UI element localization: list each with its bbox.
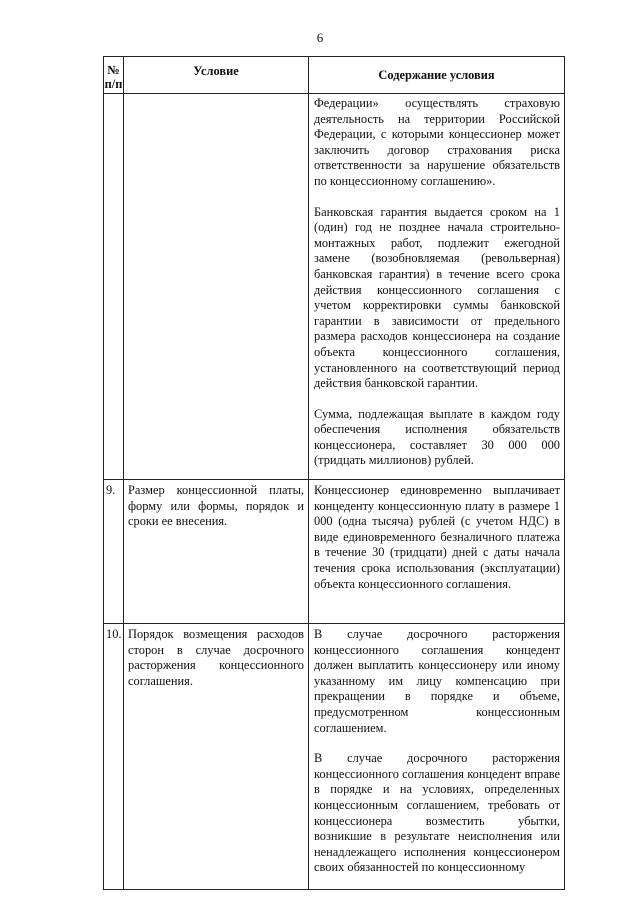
content-paragraph: В случае досрочного расторжения концессионного соглашения концедент должен выплатить концессионеру или иному указанному им лицу компенсацию при прекращении в порядке и объеме, предусмотренном концессионным соглашением. [314,627,560,735]
content-paragraph: В случае досрочного расторжения концессионного соглашения концедент вправе в порядке и на условиях, определенных концессионным соглашением, требовать от концессионера возместить убытки, возникшие в результате неисполнения или ненадлежащего исполнения концессионером своих обязанностей по концессионному [314,751,560,875]
row-number [104,94,124,480]
content-paragraph: Сумма, подлежащая выплате в каждом году обеспечения исполнения обязательств концессионера, составляет 30 000 000 (тридцать миллионов) рублей. [314,406,560,468]
page-number: 6 [316,30,324,45]
row-content [309,480,565,624]
column-header-condition: Условие [124,57,309,94]
row-content [309,624,565,890]
content-paragraph: Концессионер единовременно выплачивает концеденту концессионную плату в размере 1 000 (одна тысяча) рублей (с учетом НДС) в виде единовременного безналичного платежа в течение 30 (тридцати) дней с даты начала течения срока использования (эксплуатации) объекта концессионного соглашения. [314,483,560,591]
conditions-table [103,56,565,890]
row-number: 10. [104,624,124,890]
column-header-number: № п/п [104,57,124,94]
row-condition: Размер концессионной платы, форму или формы, порядок и сроки ее внесения. [124,480,309,624]
table-row [104,624,565,890]
row-condition: Порядок возмещения расходов сторон в случае досрочного расторжения концессионного соглашения. [124,624,309,890]
table-header-row [104,57,565,94]
table-row [104,94,565,480]
row-number: 9. [104,480,124,624]
column-header-content: Содержание условия [309,57,565,94]
table-row [104,480,565,624]
row-condition [124,94,309,480]
content-paragraph: Банковская гарантия выдается сроком на 1 (один) год не позднее начала строительно-монтажных работ, подлежит ежегодной замене (возобновляемая (револьверная) банковская гарантия) в течение всего срока действия концессионного соглашения с учетом корректировки суммы банковской гарантии в зависимости от предельного размера расходов концессионера на создание объекта концессионного соглашения, установленного на соответствующий период действия банковской гарантии. [314,204,560,391]
row-content [309,94,565,480]
content-paragraph: Федерации» осуществлять страховую деятельность на территории Российской Федерации, с которыми концессионер может заключить договор страхования риска ответственности за нарушение обязательств по концессионному соглашению». [314,96,560,188]
